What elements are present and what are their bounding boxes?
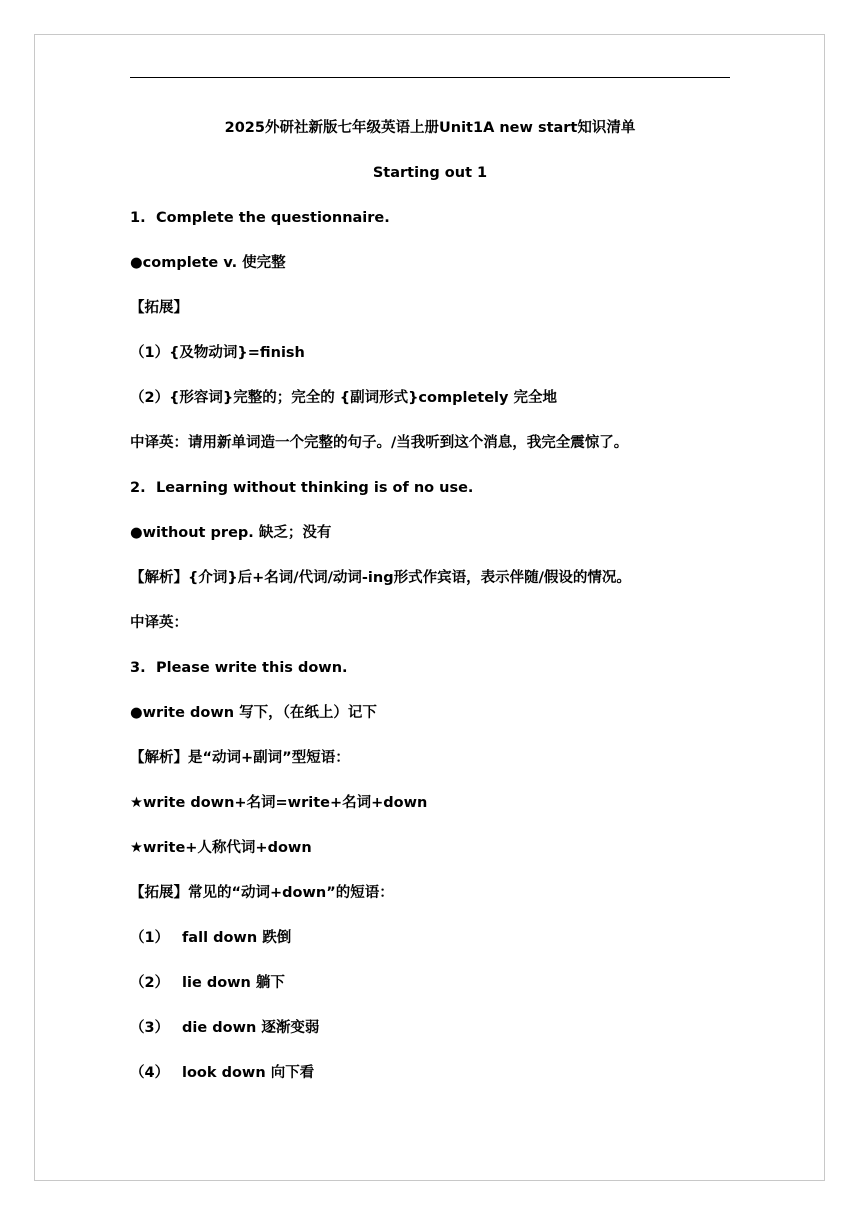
phrase-text: look down 向下看 — [182, 1065, 315, 1081]
phrase-item — [130, 1018, 319, 1038]
extension-point-1: （1）{及物动词}=finish — [130, 345, 305, 361]
phrase-item — [130, 928, 291, 948]
analysis-note: 【解析】{介词}后+名词/代词/动词-ing形式作宾语，表示伴随/假设的情况。 — [130, 570, 631, 586]
item-text: Learning without thinking is of no use. — [156, 480, 474, 496]
item-number: 1. — [130, 210, 146, 226]
phrase-text: die down 逐渐变弱 — [182, 1020, 320, 1036]
phrase-number: （1） — [130, 930, 170, 946]
item-number: 3. — [130, 660, 146, 676]
analysis-note: 【解析】是“动词+副词”型短语： — [130, 750, 350, 766]
extension-point-2: （2）{形容词}完整的；完全的 {副词形式}completely 完全地 — [130, 390, 558, 406]
page-border — [34, 34, 825, 1181]
header-rule — [130, 77, 730, 78]
item-number: 2. — [130, 480, 146, 496]
phrase-item — [130, 973, 285, 993]
vocab-entry-complete: ●complete v. 使完整 — [130, 255, 286, 271]
phrase-number: （4） — [130, 1065, 170, 1081]
extension-label: 【拓展】 — [130, 300, 188, 316]
phrase-text: fall down 跌倒 — [182, 930, 292, 946]
item-2-heading — [130, 478, 473, 498]
phrase-number: （2） — [130, 975, 170, 991]
usage-rule-1: ★write down+名词=write+名词+down — [130, 795, 428, 811]
translation-exercise: 中译英：请用新单词造一个完整的句子。/当我听到这个消息，我完全震惊了。 — [130, 435, 629, 451]
item-text: Complete the questionnaire. — [156, 210, 390, 226]
vocab-entry-write-down: ●write down 写下，（在纸上）记下 — [130, 705, 377, 721]
phrase-number: （3） — [130, 1020, 170, 1036]
phrase-text: lie down 躺下 — [182, 975, 285, 991]
section-subtitle: Starting out 1 — [372, 165, 488, 181]
phrase-item — [130, 1063, 314, 1083]
vocab-entry-without: ●without prep. 缺乏；没有 — [130, 525, 332, 541]
item-3-heading — [130, 658, 348, 678]
usage-rule-2: ★write+人称代词+down — [130, 840, 312, 856]
translation-exercise: 中译英： — [130, 615, 188, 631]
item-1-heading — [130, 208, 390, 228]
document-title: 2025外研社新版七年级英语上册Unit1A new start知识清单 — [224, 120, 636, 136]
extension-label: 【拓展】常见的“动词+down”的短语： — [130, 885, 394, 901]
item-text: Please write this down. — [156, 660, 348, 676]
